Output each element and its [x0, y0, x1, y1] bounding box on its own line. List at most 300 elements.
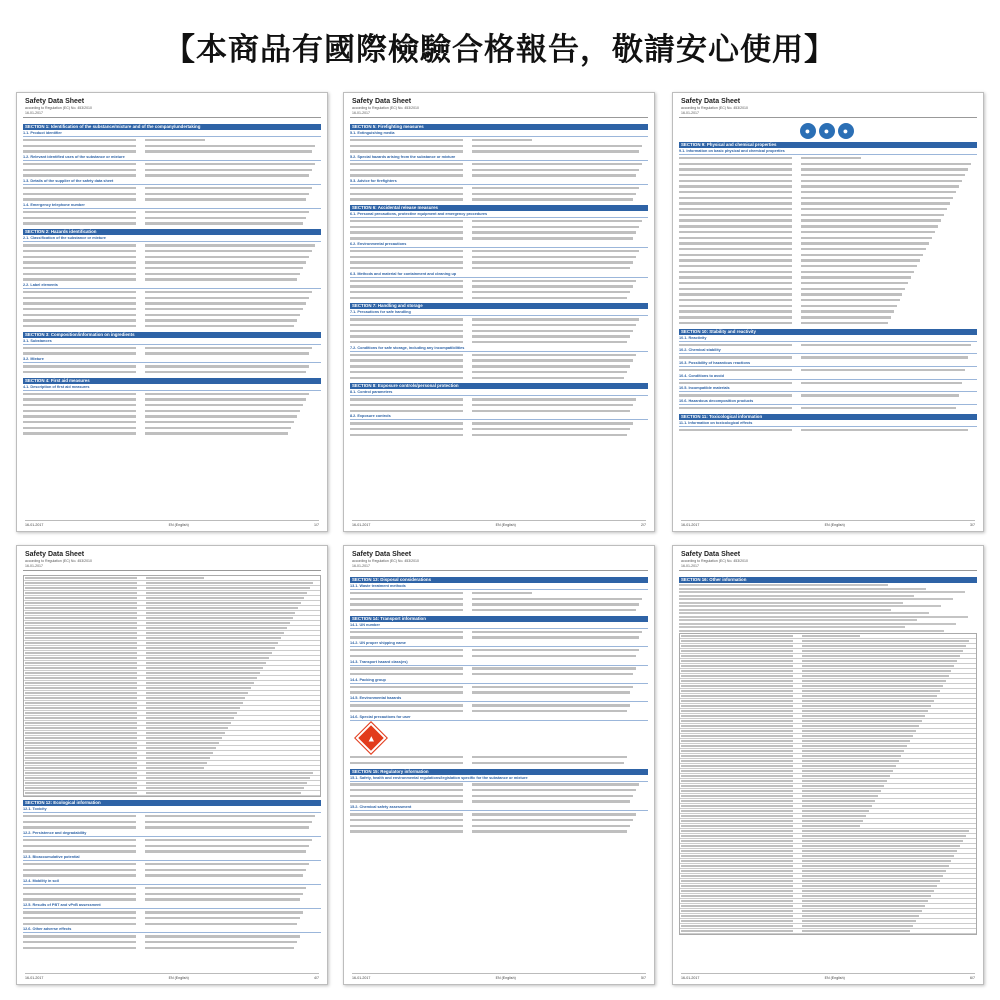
subsection-heading: 10.2. Chemical stability [679, 348, 977, 354]
quality-certificate-banner: 【本商品有國際檢驗合格報告，敬請安心使用】 [164, 31, 836, 68]
row-key-placeholder [350, 193, 463, 195]
text-row [679, 178, 977, 183]
text-row [23, 210, 321, 215]
row-key-placeholder [679, 299, 792, 301]
row-key-placeholder [681, 910, 793, 912]
row-value-placeholder [472, 762, 624, 764]
row-key-placeholder [681, 860, 793, 862]
text-line [679, 588, 926, 590]
text-line [679, 598, 953, 600]
row-key-placeholder [350, 169, 463, 171]
row-key-placeholder [23, 863, 136, 865]
row-key-placeholder [23, 347, 136, 349]
row-key-placeholder [679, 168, 792, 170]
footer-date: 16-01-2017 [25, 523, 44, 527]
row-value-placeholder [801, 276, 911, 278]
row-value-placeholder [472, 291, 630, 293]
sheet-footer [681, 973, 975, 980]
sds-page-thumbnail[interactable] [343, 92, 655, 532]
text-row [350, 334, 648, 339]
row-value-placeholder [472, 710, 627, 712]
subsection-heading: 10.1. Reactivity [679, 336, 977, 342]
subsection-heading: 6.1. Personal precautions, protective equipment and emergency procedures [350, 212, 648, 218]
text-row [350, 788, 648, 793]
text-row [679, 235, 977, 240]
text-row [350, 591, 648, 596]
row-value-placeholder [145, 222, 303, 224]
text-row [23, 301, 321, 306]
section-heading: SECTION 7: Handling and storage [350, 303, 648, 309]
row-key-placeholder [23, 839, 136, 841]
subsection-heading: 6.2. Environmental precautions [350, 242, 648, 248]
row-key-placeholder [681, 730, 793, 732]
row-key-placeholder [681, 800, 793, 802]
sheet-header [352, 551, 646, 569]
row-value-placeholder [472, 691, 630, 693]
text-row [23, 345, 321, 350]
text-line [679, 602, 903, 604]
row-key-placeholder [25, 697, 137, 699]
row-value-placeholder [146, 677, 258, 679]
text-line [679, 616, 968, 618]
row-key-placeholder [23, 826, 136, 828]
text-row [350, 596, 648, 601]
row-value-placeholder [146, 637, 281, 639]
row-value-placeholder [472, 825, 630, 827]
row-key-placeholder [681, 905, 793, 907]
row-value-placeholder [801, 202, 950, 204]
row-value-placeholder [145, 319, 297, 321]
text-row [23, 369, 321, 374]
text-row [350, 397, 648, 402]
row-value-placeholder [146, 697, 246, 699]
subsection-heading: 13.1. Waste treatment methods [350, 584, 648, 590]
row-value-placeholder [802, 775, 890, 777]
row-value-placeholder [801, 219, 941, 221]
row-key-placeholder [679, 407, 792, 409]
footer-date: 16-01-2017 [25, 976, 44, 980]
text-row [350, 648, 648, 653]
row-value-placeholder [145, 911, 303, 913]
sheet-body [23, 121, 321, 517]
row-value-placeholder [146, 652, 272, 654]
text-line [679, 612, 929, 614]
sheet-header [25, 551, 319, 569]
text-line [679, 619, 917, 621]
sheet-title: Safety Data Sheet [681, 551, 741, 558]
text-row [350, 191, 648, 196]
row-value-placeholder [802, 765, 896, 767]
sheet-footer [352, 973, 646, 980]
row-key-placeholder [25, 577, 137, 579]
subsection-heading: 1.3. Details of the supplier of the safety data sheet [23, 179, 321, 185]
row-key-placeholder [679, 174, 792, 176]
row-key-placeholder [350, 428, 463, 430]
section-heading: SECTION 11: Toxicological information [679, 414, 977, 420]
text-row [23, 838, 321, 843]
row-value-placeholder [472, 649, 639, 651]
row-value-placeholder [801, 310, 893, 312]
row-key-placeholder [681, 825, 793, 827]
row-key-placeholder [25, 622, 137, 624]
sds-page-thumbnail[interactable] [16, 92, 328, 532]
text-row [23, 843, 321, 848]
row-value-placeholder [145, 314, 300, 316]
row-key-placeholder [350, 783, 463, 785]
row-key-placeholder [679, 157, 792, 159]
row-value-placeholder [801, 322, 887, 324]
text-row [679, 309, 977, 314]
row-key-placeholder [350, 636, 463, 638]
protective-clothing-icon: ● [838, 123, 854, 139]
text-row [23, 254, 321, 259]
row-key-placeholder [681, 895, 793, 897]
row-key-placeholder [679, 237, 792, 239]
section-heading: SECTION 15: Regulatory information [350, 769, 648, 775]
row-value-placeholder [802, 855, 955, 857]
row-key-placeholder [681, 700, 793, 702]
subsection-heading: 10.6. Hazardous decomposition products [679, 399, 977, 405]
text-row [679, 342, 977, 347]
row-value-placeholder [146, 792, 302, 794]
row-key-placeholder [681, 655, 793, 657]
row-key-placeholder [681, 780, 793, 782]
row-key-placeholder [681, 640, 793, 642]
row-value-placeholder [145, 839, 312, 841]
row-value-placeholder [146, 597, 305, 599]
row-value-placeholder [472, 422, 633, 424]
text-row [350, 323, 648, 328]
section-heading: SECTION 6: Accidental release measures [350, 205, 648, 211]
row-key-placeholder [23, 325, 136, 327]
text-row [23, 149, 321, 154]
row-value-placeholder [472, 150, 639, 152]
row-key-placeholder [679, 219, 792, 221]
text-row [350, 432, 648, 437]
text-row [350, 421, 648, 426]
footer-language: EN (English) [168, 523, 189, 527]
row-value-placeholder [146, 732, 225, 734]
row-key-placeholder [25, 737, 137, 739]
row-key-placeholder [350, 655, 463, 657]
row-key-placeholder [23, 845, 136, 847]
row-value-placeholder [802, 890, 934, 892]
row-key-placeholder [25, 652, 137, 654]
text-row [350, 358, 648, 363]
row-value-placeholder [145, 169, 312, 171]
row-value-placeholder [802, 660, 958, 662]
sds-page-thumbnail[interactable] [16, 545, 328, 985]
row-key-placeholder [25, 757, 137, 759]
row-value-placeholder [472, 169, 639, 171]
row-key-placeholder [25, 642, 137, 644]
row-value-placeholder [145, 352, 309, 354]
row-value-placeholder [146, 692, 249, 694]
text-line [679, 623, 956, 625]
row-key-placeholder [350, 250, 463, 252]
row-value-placeholder [802, 725, 920, 727]
text-row [23, 295, 321, 300]
row-key-placeholder [350, 673, 463, 675]
row-key-placeholder [25, 747, 137, 749]
row-key-placeholder [679, 225, 792, 227]
row-key-placeholder [679, 288, 792, 290]
footer-date: 16-01-2017 [681, 523, 700, 527]
row-key-placeholder [679, 322, 792, 324]
text-row [350, 167, 648, 172]
row-value-placeholder [472, 404, 633, 406]
subsection-heading: 3.2. Mixture [23, 357, 321, 363]
row-value-placeholder [472, 686, 633, 688]
row-value-placeholder [801, 293, 902, 295]
row-value-placeholder [146, 702, 243, 704]
text-row [350, 162, 648, 167]
text-row [350, 708, 648, 713]
text-row [23, 167, 321, 172]
row-key-placeholder [679, 344, 792, 346]
row-key-placeholder [25, 582, 137, 584]
row-value-placeholder [472, 813, 636, 815]
section-heading: SECTION 1: Identification of the substance/mixture and of the company/undertaking [23, 124, 321, 130]
row-key-placeholder [23, 314, 136, 316]
text-row [350, 138, 648, 143]
subsection-heading: 12.4. Mobility in soil [23, 879, 321, 885]
text-row [23, 431, 321, 436]
row-value-placeholder [472, 756, 627, 758]
row-key-placeholder [25, 592, 137, 594]
text-row [350, 278, 648, 283]
sheet-header [681, 551, 975, 569]
footer-page-number: 2/7 [641, 523, 646, 527]
text-row [23, 307, 321, 312]
row-key-placeholder [350, 795, 463, 797]
row-key-placeholder [681, 720, 793, 722]
row-value-placeholder [146, 662, 267, 664]
row-key-placeholder [350, 145, 463, 147]
row-key-placeholder [681, 920, 793, 922]
text-row [679, 201, 977, 206]
row-value-placeholder [145, 193, 309, 195]
text-line [679, 584, 888, 586]
row-key-placeholder [350, 365, 463, 367]
text-line [679, 626, 905, 628]
row-key-placeholder [25, 682, 137, 684]
row-key-placeholder [25, 742, 137, 744]
row-key-placeholder [350, 704, 463, 706]
row-key-placeholder [681, 805, 793, 807]
row-key-placeholder [350, 330, 463, 332]
row-key-placeholder [23, 163, 136, 165]
row-key-placeholder [681, 685, 793, 687]
row-key-placeholder [679, 265, 792, 267]
text-row [350, 197, 648, 202]
row-value-placeholder [146, 582, 314, 584]
row-key-placeholder [23, 145, 136, 147]
row-key-placeholder [23, 815, 136, 817]
row-value-placeholder [472, 434, 627, 436]
text-row [23, 910, 321, 915]
row-value-placeholder [472, 341, 627, 343]
row-key-placeholder [681, 930, 793, 932]
row-value-placeholder [145, 273, 300, 275]
row-key-placeholder [681, 755, 793, 757]
row-key-placeholder [681, 820, 793, 822]
row-key-placeholder [681, 900, 793, 902]
text-row [679, 190, 977, 195]
text-row [23, 197, 321, 202]
text-row [23, 243, 321, 248]
row-key-placeholder [25, 672, 137, 674]
subsection-heading: 1.2. Relevant identified uses of the substance or mixture [23, 155, 321, 161]
row-key-placeholder [25, 717, 137, 719]
text-row [679, 355, 977, 360]
footer-date: 16-01-2017 [352, 976, 371, 980]
row-value-placeholder [145, 845, 309, 847]
row-value-placeholder [802, 900, 928, 902]
text-row [679, 315, 977, 320]
footer-language: EN (English) [824, 523, 845, 527]
text-row [679, 167, 977, 172]
footer-date: 16-01-2017 [352, 523, 371, 527]
row-value-placeholder [145, 863, 309, 865]
row-key-placeholder [681, 845, 793, 847]
row-value-placeholder [146, 657, 269, 659]
row-key-placeholder [679, 356, 792, 358]
row-value-placeholder [801, 242, 929, 244]
row-key-placeholder [350, 410, 463, 412]
text-row [679, 406, 977, 411]
row-value-placeholder [472, 231, 636, 233]
row-key-placeholder [350, 756, 463, 758]
row-value-placeholder [145, 211, 309, 213]
row-value-placeholder [472, 789, 636, 791]
text-row [23, 408, 321, 413]
row-value-placeholder [145, 297, 309, 299]
row-key-placeholder [23, 432, 136, 434]
text-row [350, 230, 648, 235]
header-divider [350, 117, 648, 118]
row-key-placeholder [23, 261, 136, 263]
text-row [23, 260, 321, 265]
text-row [679, 303, 977, 308]
footer-language: EN (English) [824, 976, 845, 980]
row-value-placeholder [145, 198, 306, 200]
row-value-placeholder [146, 612, 296, 614]
row-value-placeholder [145, 250, 312, 252]
row-value-placeholder [802, 710, 928, 712]
sds-page-thumbnail[interactable] [672, 545, 984, 985]
row-value-placeholder [802, 645, 967, 647]
text-row [350, 328, 648, 333]
sheet-header [25, 98, 319, 116]
row-key-placeholder [23, 393, 136, 395]
section-heading: SECTION 3: Composition/information on ingredients [23, 332, 321, 338]
row-key-placeholder [350, 285, 463, 287]
row-value-placeholder [472, 193, 636, 195]
row-key-placeholder [23, 421, 136, 423]
row-key-placeholder [679, 310, 792, 312]
row-key-placeholder [23, 893, 136, 895]
row-value-placeholder [802, 875, 943, 877]
text-row [350, 173, 648, 178]
subsection-heading: 10.5. Incompatible materials [679, 386, 977, 392]
sds-page-thumbnail[interactable] [343, 545, 655, 985]
row-key-placeholder [25, 667, 137, 669]
row-value-placeholder [146, 607, 299, 609]
row-value-placeholder [145, 850, 306, 852]
row-key-placeholder [23, 244, 136, 246]
row-key-placeholder [23, 169, 136, 171]
row-key-placeholder [679, 382, 792, 384]
row-key-placeholder [681, 690, 793, 692]
row-value-placeholder [145, 432, 288, 434]
row-value-placeholder [472, 410, 630, 412]
row-key-placeholder [350, 198, 463, 200]
sheet-body [23, 574, 321, 970]
text-row [23, 248, 321, 253]
text-row [679, 292, 977, 297]
text-row [679, 275, 977, 280]
row-value-placeholder [802, 670, 952, 672]
row-value-placeholder [802, 790, 881, 792]
sheet-regulation: according to Regulation (EC) No. 453/2010 [681, 106, 748, 110]
row-value-placeholder [802, 795, 878, 797]
row-key-placeholder [679, 242, 792, 244]
eye-protection-icon: ● [800, 123, 816, 139]
row-value-placeholder [472, 145, 642, 147]
text-row [23, 873, 321, 878]
row-key-placeholder [23, 365, 136, 367]
row-value-placeholder [145, 923, 297, 925]
row-key-placeholder [350, 398, 463, 400]
row-value-placeholder [801, 299, 899, 301]
row-key-placeholder [350, 220, 463, 222]
row-key-placeholder [679, 429, 792, 431]
text-row [679, 298, 977, 303]
text-row [350, 219, 648, 224]
row-value-placeholder [801, 168, 968, 170]
row-value-placeholder [801, 259, 920, 261]
row-value-placeholder [145, 826, 309, 828]
row-value-placeholder [145, 174, 309, 176]
footer-page-number: 1/7 [314, 523, 319, 527]
row-key-placeholder [681, 680, 793, 682]
text-row [23, 414, 321, 419]
text-row [350, 143, 648, 148]
text-row [679, 241, 977, 246]
sds-page-thumbnail[interactable] [672, 92, 984, 532]
footer-page-number: 3/7 [970, 523, 975, 527]
row-key-placeholder [350, 825, 463, 827]
header-divider [679, 570, 977, 571]
row-value-placeholder [472, 609, 636, 611]
row-value-placeholder [146, 672, 261, 674]
row-value-placeholder [802, 835, 967, 837]
row-value-placeholder [145, 145, 315, 147]
row-value-placeholder [801, 163, 971, 165]
row-value-placeholder [802, 665, 955, 667]
text-row [23, 891, 321, 896]
row-key-placeholder [679, 369, 792, 371]
row-key-placeholder [681, 760, 793, 762]
text-row [23, 849, 321, 854]
row-value-placeholder [801, 407, 956, 409]
text-row [350, 672, 648, 677]
row-value-placeholder [145, 410, 300, 412]
row-value-placeholder [801, 180, 962, 182]
row-key-placeholder [23, 404, 136, 406]
row-key-placeholder [350, 297, 463, 299]
